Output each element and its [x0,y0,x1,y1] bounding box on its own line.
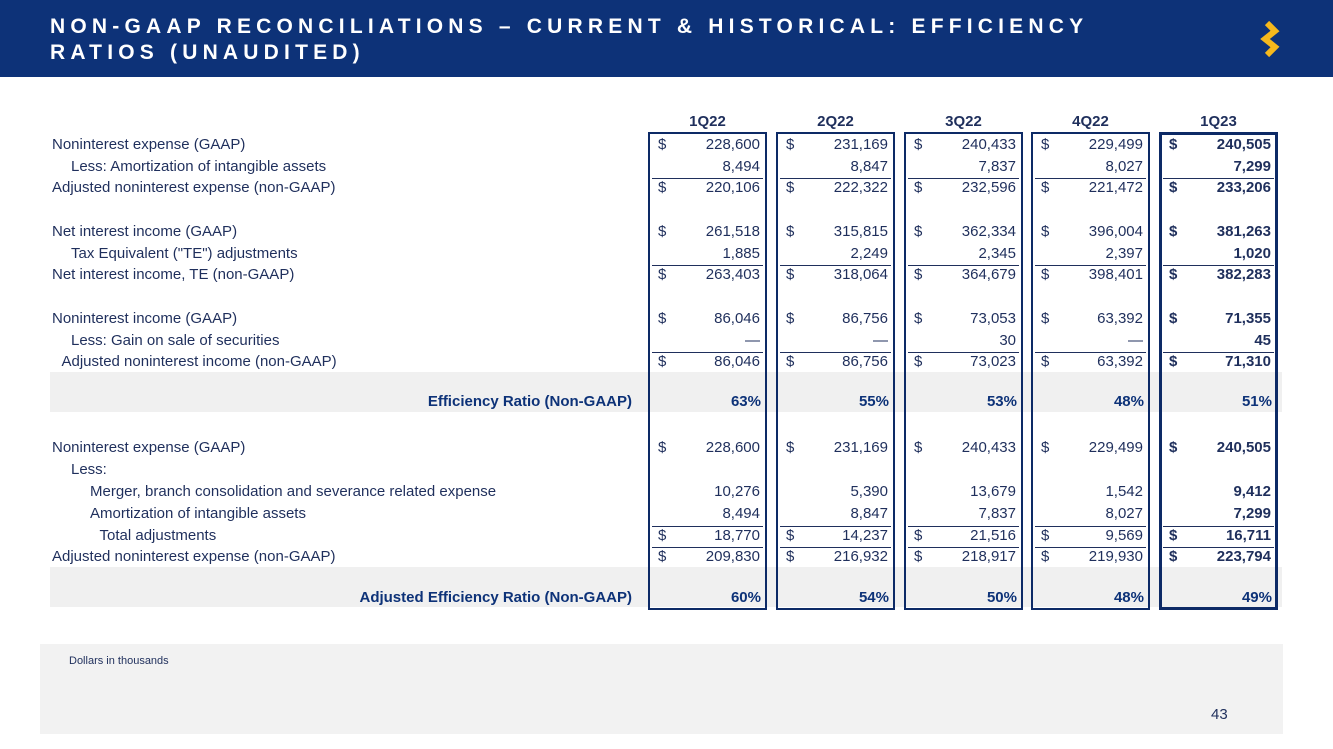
currency-symbol: $ [1041,136,1050,153]
currency-symbol: $ [658,439,667,456]
currency-symbol: $ [914,136,923,153]
column-header-4q22: 4Q22 [1072,113,1109,130]
currency-symbol: $ [1169,136,1178,153]
currency-symbol: $ [658,310,667,327]
cell-value: 233,206 [1216,179,1271,196]
currency-symbol: $ [658,179,667,196]
cell-value: 382,283 [1216,266,1271,283]
value-cell [1031,437,1150,459]
ratio-value: 50% [986,589,1017,606]
value-cell [1159,308,1278,330]
cell-value: 14,237 [842,527,888,544]
cell-value: 231,169 [833,136,888,153]
currency-symbol: $ [914,353,923,370]
subtotal-rule [652,352,763,353]
cell-value: 222,322 [833,179,888,196]
currency-symbol: $ [786,266,795,283]
value-cell [776,437,895,459]
cell-value: 315,815 [833,223,888,240]
cell-value: 86,046 [714,310,760,327]
cell-value: 216,932 [833,548,888,565]
subtotal-rule [652,265,763,266]
row-label: Net interest income (GAAP) [52,223,238,240]
subtotal-rule [908,352,1019,353]
value-cell [904,525,1023,547]
value-cell [1031,503,1150,525]
cell-value: 8,027 [1105,505,1143,522]
cell-value: 8,027 [1105,158,1143,175]
cell-value: 86,046 [714,353,760,370]
subtotal-rule [1163,178,1274,179]
cell-value: 1,542 [1105,483,1143,500]
cell-value: 381,263 [1216,223,1271,240]
footer-panel [40,644,1283,734]
cell-value: 7,837 [978,505,1016,522]
cell-value: 240,433 [961,136,1016,153]
cell-value: 9,569 [1105,527,1143,544]
currency-symbol: $ [1169,439,1178,456]
cell-value: 71,310 [1225,353,1271,370]
value-cell [648,459,767,481]
cell-value: 1,885 [722,245,760,262]
value-cell [1031,351,1150,373]
cell-value: 45 [1254,332,1271,349]
value-cell [1159,221,1278,243]
cell-value: 8,494 [722,505,760,522]
value-cell [904,503,1023,525]
currency-symbol: $ [786,548,795,565]
value-cell [648,437,767,459]
value-cell [1159,437,1278,459]
currency-symbol: $ [1169,266,1178,283]
currency-symbol: $ [786,353,795,370]
value-cell [648,503,767,525]
value-cell [648,134,767,156]
page-number: 43 [1211,706,1228,723]
ratio-value: 48% [1113,589,1144,606]
currency-symbol: $ [786,223,795,240]
cell-value: 86,756 [842,310,888,327]
cell-value: 1,020 [1233,245,1271,262]
currency-symbol: $ [1041,548,1050,565]
row-label: Noninterest expense (GAAP) [52,136,246,153]
value-cell [904,264,1023,286]
value-cell [1031,221,1150,243]
currency-symbol: $ [658,223,667,240]
value-cell [1031,459,1150,481]
cell-value: 228,600 [705,439,760,456]
ratio-label: Efficiency Ratio (Non-GAAP) [427,393,632,410]
row-label: Adjusted noninterest expense (non-GAAP) [52,548,336,565]
value-cell [904,221,1023,243]
value-cell [1159,459,1278,481]
cell-value: 18,770 [714,527,760,544]
value-cell [1159,351,1278,373]
currency-symbol: $ [1041,179,1050,196]
currency-symbol: $ [1169,527,1178,544]
row-label: Less: Amortization of intangible assets [71,158,327,175]
value-cell [904,459,1023,481]
cell-value: 232,596 [961,179,1016,196]
currency-symbol: $ [786,439,795,456]
value-cell [776,330,895,352]
subtotal-rule [1035,352,1146,353]
currency-symbol: $ [786,179,795,196]
value-cell [776,264,895,286]
value-cell [904,134,1023,156]
currency-symbol: $ [914,310,923,327]
cell-value: 7,299 [1233,505,1271,522]
value-cell [648,308,767,330]
row-label: Net interest income, TE (non-GAAP) [52,266,295,283]
cell-value: 2,397 [1105,245,1143,262]
currency-symbol: $ [786,136,795,153]
value-cell [1031,264,1150,286]
value-cell [648,156,767,178]
cell-value: 73,053 [970,310,1016,327]
cell-value: 263,403 [705,266,760,283]
cell-value: 229,499 [1088,439,1143,456]
subtotal-rule [780,352,891,353]
value-cell [776,351,895,373]
value-cell [1159,156,1278,178]
value-cell [776,177,895,199]
value-cell [648,525,767,547]
currency-symbol: $ [914,179,923,196]
cell-value: 362,334 [961,223,1016,240]
currency-symbol: $ [1169,353,1178,370]
currency-symbol: $ [1169,548,1178,565]
cell-value: 240,433 [961,439,1016,456]
currency-symbol: $ [1169,179,1178,196]
cell-value: 223,794 [1216,548,1271,565]
subtotal-rule [1163,265,1274,266]
value-cell [1031,330,1150,352]
subtotal-rule [908,526,1019,527]
cell-value: 228,600 [705,136,760,153]
cell-value: 2,345 [978,245,1016,262]
subtotal-rule [780,178,891,179]
subtotal-rule [908,178,1019,179]
ratio-label: Adjusted Efficiency Ratio (Non-GAAP) [359,589,632,606]
ratio-value: 63% [730,393,761,410]
cell-value: 209,830 [705,548,760,565]
cell-value: 21,516 [970,527,1016,544]
subtotal-rule [908,547,1019,548]
cell-value: 71,355 [1225,310,1271,327]
value-cell [1159,177,1278,199]
cell-value: 63,392 [1097,310,1143,327]
subtotal-rule [1035,547,1146,548]
cell-value: 2,249 [850,245,888,262]
value-cell [776,459,895,481]
currency-symbol: $ [914,266,923,283]
units-note: Dollars in thousands [69,655,169,667]
currency-symbol: $ [658,136,667,153]
value-cell [1159,503,1278,525]
value-cell [1031,525,1150,547]
cell-value: 7,299 [1233,158,1271,175]
value-cell [776,503,895,525]
currency-symbol: $ [658,527,667,544]
value-cell [904,481,1023,503]
value-cell [648,481,767,503]
row-label: Noninterest expense (GAAP) [52,439,246,456]
currency-symbol: $ [914,439,923,456]
ratio-value: 49% [1241,589,1272,606]
subtotal-rule [780,265,891,266]
value-cell [1159,546,1278,568]
value-cell [776,525,895,547]
subtotal-rule [652,526,763,527]
currency-symbol: $ [914,548,923,565]
subtotal-rule [1035,526,1146,527]
row-label: Noninterest income (GAAP) [52,310,238,327]
cell-value: 261,518 [705,223,760,240]
subtotal-rule [1163,352,1274,353]
ratio-value: 53% [986,393,1017,410]
cell-value: — [745,332,760,349]
value-cell [1031,134,1150,156]
value-cell [776,243,895,265]
currency-symbol: $ [914,223,923,240]
row-label: Amortization of intangible assets [90,505,306,522]
subtotal-rule [1163,526,1274,527]
row-label: Total adjustments [99,527,217,544]
cell-value: 219,930 [1088,548,1143,565]
ratio-value: 60% [730,589,761,606]
cell-value: 7,837 [978,158,1016,175]
value-cell [1031,177,1150,199]
cell-value: 9,412 [1233,483,1271,500]
value-cell [648,264,767,286]
cell-value: 86,756 [842,353,888,370]
cell-value: 220,106 [705,179,760,196]
column-header-3q22: 3Q22 [945,113,982,130]
value-cell [776,134,895,156]
value-cell [1159,481,1278,503]
value-cell [648,221,767,243]
value-cell [648,330,767,352]
value-cell [1159,134,1278,156]
subtotal-rule [1035,178,1146,179]
ratio-value: 48% [1113,393,1144,410]
cell-value: 30 [999,332,1016,349]
cell-value: 16,711 [1225,527,1271,544]
value-cell [776,221,895,243]
value-cell [904,330,1023,352]
row-label: Merger, branch consolidation and severance related expense [90,483,497,500]
ratio-value: 54% [858,589,889,606]
value-cell [904,177,1023,199]
cell-value: 8,494 [722,158,760,175]
value-cell [904,243,1023,265]
value-cell [776,481,895,503]
currency-symbol: $ [1041,527,1050,544]
row-label: Adjusted noninterest income (non-GAAP) [61,353,337,370]
subtotal-rule [780,526,891,527]
value-cell [1159,330,1278,352]
row-label: Less: [71,461,107,478]
value-cell [776,156,895,178]
cell-value: 73,023 [970,353,1016,370]
cell-value: 13,679 [970,483,1016,500]
cell-value: 396,004 [1088,223,1143,240]
cell-value: 318,064 [833,266,888,283]
value-cell [776,546,895,568]
value-cell [648,546,767,568]
cell-value: 218,917 [961,548,1016,565]
cell-value: 231,169 [833,439,888,456]
subtotal-rule [652,178,763,179]
subtotal-rule [908,265,1019,266]
value-cell [1031,243,1150,265]
value-cell [648,243,767,265]
value-cell [776,308,895,330]
currency-symbol: $ [1169,310,1178,327]
subtotal-rule [1035,265,1146,266]
row-label: Adjusted noninterest expense (non-GAAP) [52,179,336,196]
cell-value: 398,401 [1088,266,1143,283]
currency-symbol: $ [914,527,923,544]
row-label: Tax Equivalent ("TE") adjustments [71,245,298,262]
cell-value: 8,847 [850,158,888,175]
subtotal-rule [780,547,891,548]
currency-symbol: $ [658,266,667,283]
cell-value: 364,679 [961,266,1016,283]
ratio-value: 55% [858,393,889,410]
currency-symbol: $ [1041,439,1050,456]
cell-value: 5,390 [850,483,888,500]
value-cell [904,156,1023,178]
currency-symbol: $ [1041,223,1050,240]
subtotal-rule [652,547,763,548]
page-title: NON-GAAP RECONCILIATIONS – CURRENT & HISTORICAL: EFFICIENCY RATIOS (UNAUDITED) [50,15,1088,64]
value-cell [904,437,1023,459]
value-cell [1031,546,1150,568]
value-cell [904,308,1023,330]
value-cell [904,351,1023,373]
value-cell [1031,156,1150,178]
row-label: Less: Gain on sale of securities [71,332,280,349]
currency-symbol: $ [658,353,667,370]
cell-value: 240,505 [1216,136,1271,153]
cell-value: 10,276 [714,483,760,500]
cell-value: — [1128,332,1143,349]
value-cell [648,177,767,199]
column-header-1q22: 1Q22 [689,113,726,130]
value-cell [1159,243,1278,265]
value-cell [1031,308,1150,330]
currency-symbol: $ [1041,310,1050,327]
value-cell [648,351,767,373]
currency-symbol: $ [658,548,667,565]
ratio-value: 51% [1241,393,1272,410]
column-header-1q23: 1Q23 [1200,113,1237,130]
value-cell [1159,525,1278,547]
value-cell [904,546,1023,568]
currency-symbol: $ [786,310,795,327]
cell-value: — [873,332,888,349]
value-cell [1031,481,1150,503]
subtotal-rule [1163,547,1274,548]
value-cell [1159,264,1278,286]
cell-value: 63,392 [1097,353,1143,370]
cell-value: 229,499 [1088,136,1143,153]
column-header-2q22: 2Q22 [817,113,854,130]
currency-symbol: $ [786,527,795,544]
cell-value: 8,847 [850,505,888,522]
currency-symbol: $ [1169,223,1178,240]
currency-symbol: $ [1041,353,1050,370]
currency-symbol: $ [1041,266,1050,283]
cell-value: 221,472 [1088,179,1143,196]
cell-value: 240,505 [1216,439,1271,456]
